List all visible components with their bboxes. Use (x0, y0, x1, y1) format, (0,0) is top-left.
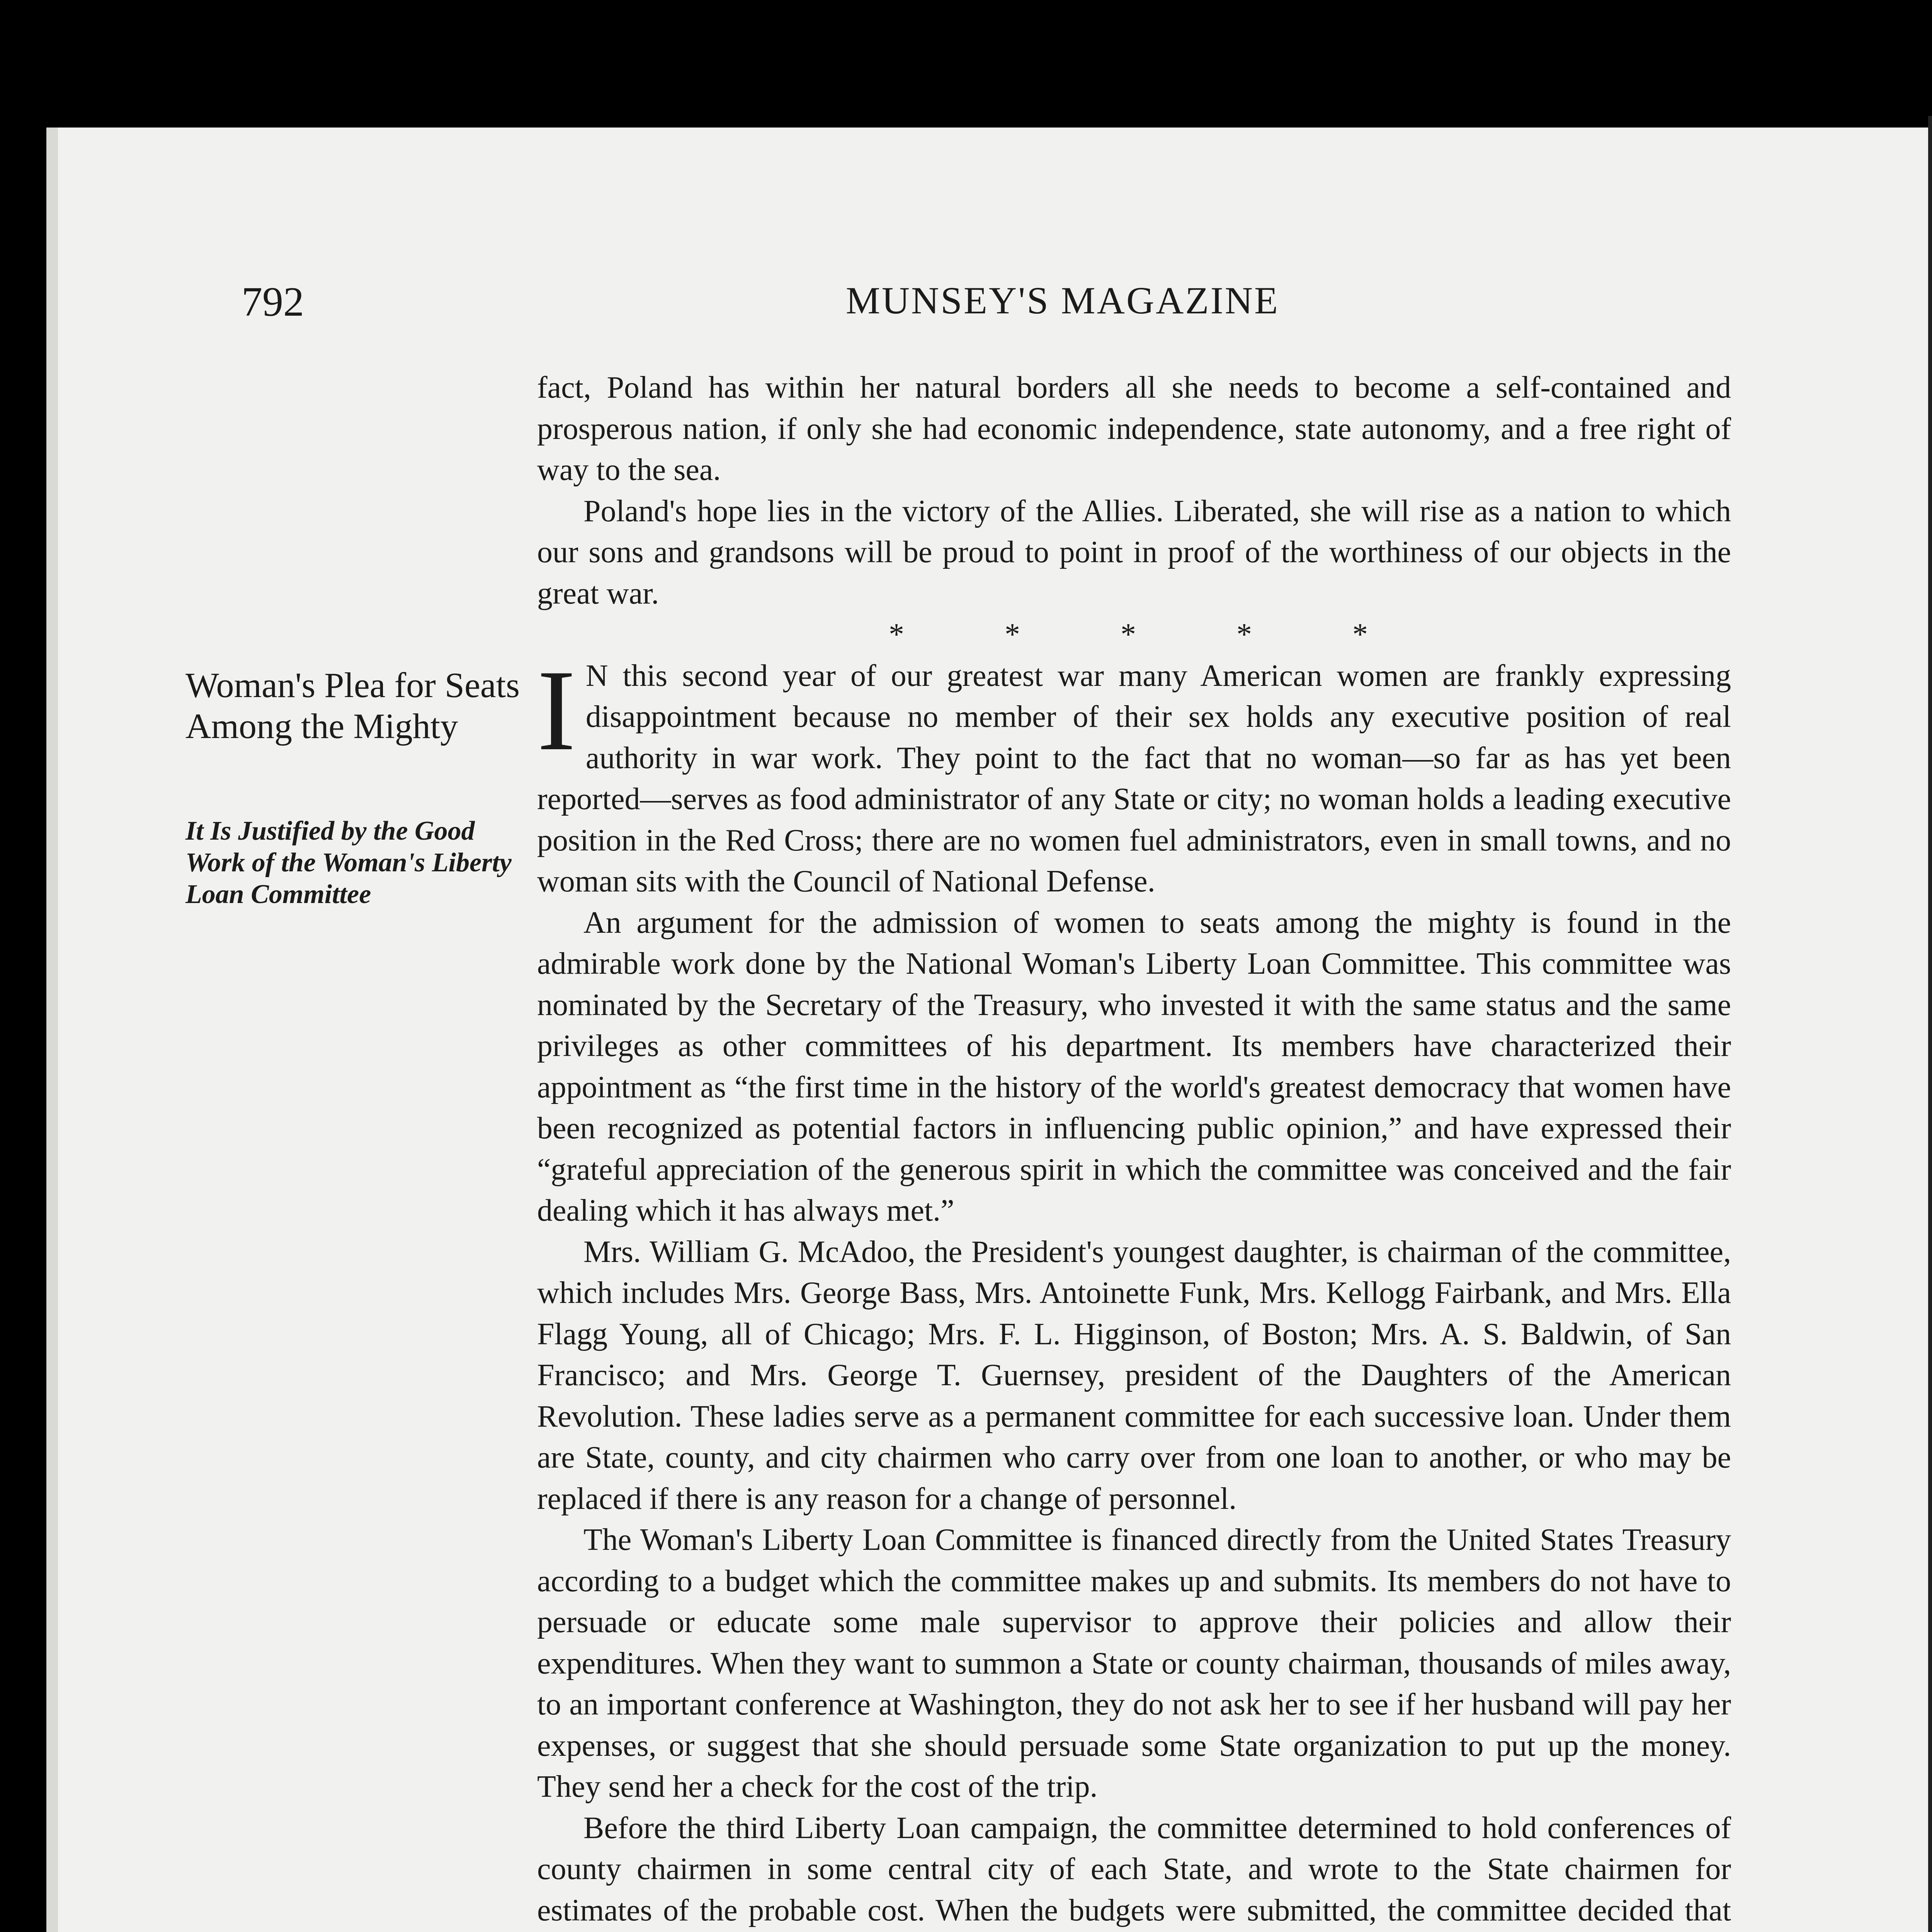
drop-cap: I (537, 646, 576, 774)
sidenote-subtitle: It Is Justified by the Good Work of the Woman's Liberty Loan Committee (185, 816, 512, 909)
body-paragraph: Mrs. William G. McAdoo, the President's youngest daughter, is chairman of the committee, which includes Mrs. George Bass, Mrs. Antoinette Funk, Mrs. Kellogg Fairbank, and Mrs. Ella Flagg Young, all of Chicago; Mrs. F. L. Higginson, of Boston; Mrs. A. S. Baldwin, of San Francisco; and Mrs. George T. Guernsey, president of the Daughters of the American Revolution. These ladies serve as a permanent committee for each successive loan. Under them are State, county, and city chairmen who carry over from one loan to another, or who may be replaced if there is any reason for a change of personnel. (537, 1235, 1731, 1516)
adjacent-page-edge (1928, 116, 1932, 1932)
body-paragraph: An argument for the admission of women to seats among the mighty is found in the admirable work done by the National Woman's Liberty Loan Committee. This committee was nominated by the Secretary of the Treasury, who invested it with the same status and the same privileges as other committees of his department. Its members have characterized their appointment as “the first time in the history of the world's greatest democracy that women have been recognized as potential factors in influencing public opinion,” and have expressed their “grateful appreciation of the generous spirit in which the committee was conceived and the fair dealing which it has always met.” (537, 905, 1731, 1228)
body-paragraph: Before the third Liberty Loan campaign, the committee determined to hold conferences of county chairmen in some central city of each State, and wrote to the State chairmen for estimates of the probable cost. When the budgets were submitted, the committee decided that (537, 1811, 1731, 1927)
sidenote-title: Woman's Plea for Seats Among the Mighty (185, 665, 520, 746)
article-opening-text: N this second year of our greatest war many American women are frankly expressing disappointment because no member of their sex holds any executive position of real authority in war work. They point to the fact that no woman—so far as has yet been reported—serves as food administrator of any State or city; no woman holds a leading executive position in the Red Cross; there are no women fuel administrators, even in small towns, and no woman sits with the Council of National Defense. (537, 658, 1731, 898)
article-body (537, 367, 1731, 1932)
running-head: MUNSEY'S MAGAZINE (845, 279, 1280, 322)
body-paragraph: The Woman's Liberty Loan Committee is financed directly from the United States Treasury according to a budget which the committee makes up and submits. Its members do not have to persuade or educate some male supervisor to approve their policies and allow their expenditures. When they want to summon a State or county chairman, thousands of miles away, to an important conference at Washington, they do not ask her to see if her husband will pay her expenses, or suggest that she should persuade some State organization to put up the money. They send her a check for the cost of the trip. (537, 1523, 1731, 1804)
continued-paragraph: fact, Poland has within her natural borders all she needs to become a self-contained and prosperous nation, if only she had economic independence, state autonomy, and a free right of way to the sea. (537, 371, 1731, 487)
section-separator: * * * * * (889, 617, 1414, 651)
article-opening-paragraph (537, 646, 1731, 902)
poland-paragraph: Poland's hope lies in the victory of the Allies. Liberated, she will rise as a nation to which our sons and grandsons will be proud to point in proof of the worthiness of our objects in the great war. (537, 494, 1731, 611)
page-number: 792 (242, 279, 304, 325)
